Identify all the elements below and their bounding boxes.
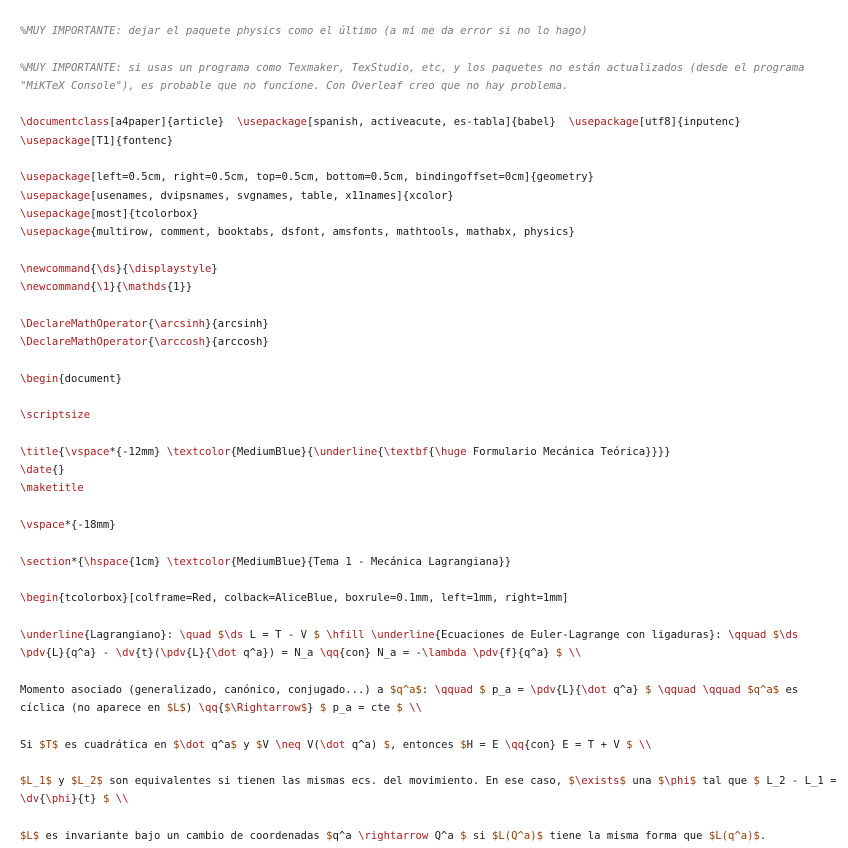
code-line [20,644,848,662]
code-text: *{-12mm} [109,445,167,458]
code-text: Q^a [428,830,461,843]
code-text: *{-18mm} [64,519,116,532]
latex-command: \newcommand [20,262,91,275]
latex-command: \qquad [728,628,767,641]
code-line [20,425,848,443]
math-delimiter: $ [300,701,308,714]
math-delimiter: $L(Q^a)$ [492,830,544,843]
latex-command: \newcommand [20,281,91,294]
math-delimiter: $ [689,775,697,788]
math-delimiter: $ [256,738,263,751]
math-delimiter: $ [230,738,237,751]
latex-command: \underline [20,628,84,641]
latex-command: \huge [434,445,467,458]
code-line [20,589,848,607]
code-line [20,827,848,845]
latex-command: \documentclass [20,116,110,129]
code-text: y [236,738,257,751]
latex-command: \textcolor [166,555,231,568]
latex-command: \qquad [434,683,473,696]
latex-command: \lambda [421,647,467,660]
code-line [20,150,848,168]
code-text: { [217,701,225,714]
latex-command: \usepackage [20,207,91,220]
math-delimiter: $ [102,793,110,806]
code-line [20,132,848,150]
math-delimiter: $ [460,738,467,751]
code-line [20,772,848,790]
code-text: {L}{ [555,683,582,696]
latex-command: \qq [198,701,218,714]
code-text: [utf8]{inputenc} [638,116,741,129]
math-delimiter: $ [479,683,486,696]
code-line [20,296,848,314]
code-text: V [262,738,276,751]
code-text: {1cm} [128,555,167,568]
code-line [20,443,848,461]
code-text: ) [185,701,199,714]
code-text: tal que [696,775,754,788]
code-text: {1}} [166,281,193,294]
code-text: { [428,445,435,458]
code-text: {MediumBlue}{Tema 1 - Mecánica Lagrangiana}} [230,555,512,568]
code-text: }{ [109,281,123,294]
latex-command: \\ [638,738,652,751]
code-line [20,205,848,223]
code-line [20,59,848,77]
code-line [20,461,848,479]
code-text: tiene la misma forma que [543,830,709,843]
math-delimiter: $ [217,628,225,641]
code-text: } [211,262,218,275]
math-delimiter: $ [173,738,180,751]
code-text: [usenames, dvipsnames, svgnames, table, x11names]{xcolor} [90,189,454,202]
math-delimiter: $ [568,775,575,788]
code-line [20,315,848,333]
code-line [20,626,848,644]
latex-command: \exists [574,775,620,788]
latex-command: \vspace [64,445,110,458]
code-text: son equivalentes si tienen las mismas ecs. del movimiento. En ese caso, [102,775,569,788]
code-text: L_2 - L_1 = [759,775,837,788]
code-text: }{arccosh} [204,336,269,349]
latex-command: \mathds [122,281,167,294]
latex-command: \pdv [20,647,46,660]
latex-command: \ds [224,628,244,641]
latex-comment: "MiKTeX Console"), es probable que no funcione. Con Overleaf creo que no hay problema. [20,79,569,92]
code-text: p_a = [485,683,531,696]
code-text: [a4paper]{article} [109,116,237,129]
code-line [20,571,848,589]
code-line [20,516,848,534]
code-text: { [147,317,154,330]
code-text: q^a} [606,683,646,696]
latex-command: \hspace [83,555,129,568]
math-delimiter: $ [396,701,403,714]
latex-command: \\ [115,793,129,806]
latex-command: \\ [409,701,422,714]
latex-command: \underline [370,628,435,641]
code-text: {} [51,464,65,477]
code-text: es [779,683,799,696]
code-line [20,754,848,772]
code-text: q^a) [345,738,384,751]
latex-command: \dot [581,683,607,696]
code-editor[interactable] [20,22,848,845]
latex-command: \hfill [326,628,365,641]
code-text: {multirow, comment, booktabs, dsfont, amsfonts, mathtools, mathabx, physics} [90,226,575,239]
latex-command: \DeclareMathOperator [20,317,148,330]
math-delimiter: $ [460,830,467,843]
code-text: *{ [71,555,84,568]
code-text: q^a [332,830,359,843]
code-line [20,717,848,735]
latex-command: \rightarrow [358,830,429,843]
math-delimiter: $ [319,701,327,714]
latex-command: \arccosh [153,336,205,349]
code-text: Momento asociado (generalizado, canónico, conjugado...) a [20,683,390,696]
code-line [20,681,848,699]
code-line [20,406,848,424]
code-line [20,187,848,205]
code-line [20,260,848,278]
code-line [20,242,848,260]
code-text: {Ecuaciones de Euler-Lagrange con ligaduras}: [434,628,729,641]
code-line [20,113,848,131]
latex-command: \textcolor [166,445,231,458]
latex-command: \displaystyle [128,262,212,275]
code-text: si [466,830,493,843]
latex-command: \usepackage [568,116,639,129]
code-text: Formulario Mecánica Teórica}}}} [466,445,671,458]
latex-command: \begin [20,372,59,385]
latex-command: \neq [275,738,301,751]
code-line [20,22,848,40]
code-line [20,40,848,58]
latex-command: \date [20,464,52,477]
code-text: { [39,793,46,806]
latex-command: \textbf [383,445,429,458]
math-delimiter: $ [383,738,391,751]
code-text: V( [300,738,320,751]
latex-command: \DeclareMathOperator [20,336,148,349]
math-delimiter: $L_1$ [20,775,52,788]
code-text: { [90,281,97,294]
latex-command: \qq [319,647,339,660]
code-text: una [625,775,658,788]
code-line [20,553,848,571]
code-line [20,370,848,388]
code-text: q^a}) = N_a [236,647,320,660]
code-text: : [421,683,435,696]
latex-command: \\ [568,647,582,660]
latex-command: \dv [20,793,40,806]
code-text: {f}{q^a} [498,647,556,660]
code-text: es invariante bajo un cambio de coordenadas [39,830,327,843]
code-text: q^a [205,738,231,751]
latex-command: \underline [313,445,378,458]
latex-command: \dv [115,647,135,660]
code-text: [T1]{fontenc} [90,134,174,147]
latex-command: \dot [319,738,346,751]
math-delimiter: $ [645,683,652,696]
code-text: Si [20,738,40,751]
code-line [20,790,848,808]
latex-command: \qquad [657,683,697,696]
latex-command: \dot [179,738,205,751]
latex-command: \pdv [472,647,499,660]
code-text: H = E [466,738,505,751]
math-delimiter: $L$ [20,830,40,843]
code-line [20,77,848,95]
math-delimiter: $ [224,701,231,714]
code-text: L = T - V [243,628,314,641]
math-delimiter: $ [753,775,760,788]
math-delimiter: $ [326,830,333,843]
code-line [20,388,848,406]
math-delimiter: $L_2$ [71,775,103,788]
code-line [20,498,848,516]
latex-command: \qquad [702,683,741,696]
code-text: p_a = cte [326,701,397,714]
code-text: {tcolorbox}[colframe=Red, colback=AliceBlue, boxrule=0.1mm, left=1mm, right=1mm] [58,592,569,605]
code-line [20,662,848,680]
math-delimiter: $ [619,775,626,788]
code-line [20,699,848,717]
latex-command: \1 [96,281,110,294]
code-text: [left=0.5cm, right=0.5cm, top=0.5cm, bottom=0.5cm, bindingoffset=0cm]{geometry} [90,171,595,184]
code-text: {Lagrangiano}: [83,628,180,641]
latex-command: \qq [504,738,525,751]
latex-command: \ds [96,262,116,275]
latex-command: \scriptsize [20,409,91,422]
code-text: cíclica (no aparece en [20,701,167,714]
latex-command: \quad [179,628,212,641]
code-line [20,95,848,113]
math-delimiter: $q^a$ [389,683,422,696]
math-delimiter: $L(q^a)$ [708,830,760,843]
code-text: { [377,445,384,458]
code-text: {document} [58,372,123,385]
latex-command: \usepackage [20,171,91,184]
latex-command: \section [20,555,72,568]
latex-command: \phi [45,793,72,806]
code-text: }{arcsinh} [204,317,269,330]
code-line [20,333,848,351]
code-text: , entonces [390,738,461,751]
latex-command: \arcsinh [153,317,205,330]
code-line [20,736,848,754]
latex-command: \usepackage [20,226,91,239]
code-text: {MediumBlue}{ [230,445,314,458]
code-text: {con} E = T + V [524,738,627,751]
code-text: { [90,262,97,275]
math-delimiter: $T$ [39,738,59,751]
code-text: }{t} [71,793,103,806]
latex-command: \pdv [530,683,556,696]
math-delimiter: $ [772,628,780,641]
latex-command: \begin [20,592,59,605]
code-text: { [58,445,65,458]
code-line [20,168,848,186]
latex-command: \phi [664,775,690,788]
code-line [20,479,848,497]
code-line [20,809,848,827]
latex-command: \usepackage [20,189,91,202]
math-delimiter: $ [313,628,320,641]
code-text: [spanish, activeacute, es-tabla]{babel} [307,116,569,129]
latex-command: \usepackage [236,116,308,129]
math-delimiter: $ [626,738,633,751]
code-line [20,608,848,626]
code-line [20,534,848,552]
latex-command: \ds [779,628,799,641]
math-delimiter: $L$ [166,701,186,714]
code-line [20,278,848,296]
code-text: { [147,336,154,349]
code-text: es cuadrática en [58,738,174,751]
latex-command: \pdv [160,647,186,660]
latex-command: \usepackage [20,134,91,147]
code-line [20,351,848,369]
latex-command: \Rightarrow [230,701,301,714]
code-text: {t}( [134,647,161,660]
latex-comment: %MUY IMPORTANTE: dejar el paquete physics como el último (a mí me da error si no lo hago) [20,25,588,37]
code-text: . [759,830,767,843]
code-text: } [307,701,320,714]
code-text: {L}{q^a} - [45,647,116,660]
code-text: y [51,775,72,788]
latex-comment: %MUY IMPORTANTE: si usas un programa como Texmaker, TexStudio, etc, y los paquetes no están actualizados (desde el programa [20,61,805,74]
code-text: {con} N_a = - [338,647,422,660]
latex-command: \maketitle [20,482,84,495]
code-text: }{ [115,262,129,275]
code-text: [most]{tcolorbox} [90,207,199,220]
code-text: {L}{ [185,647,212,660]
latex-command: \dot [211,647,237,660]
latex-command: \vspace [20,519,65,532]
latex-command: \title [20,445,59,458]
code-line [20,223,848,241]
math-delimiter: $q^a$ [747,683,780,696]
math-delimiter: $ [555,647,563,660]
math-delimiter: $ [657,775,665,788]
